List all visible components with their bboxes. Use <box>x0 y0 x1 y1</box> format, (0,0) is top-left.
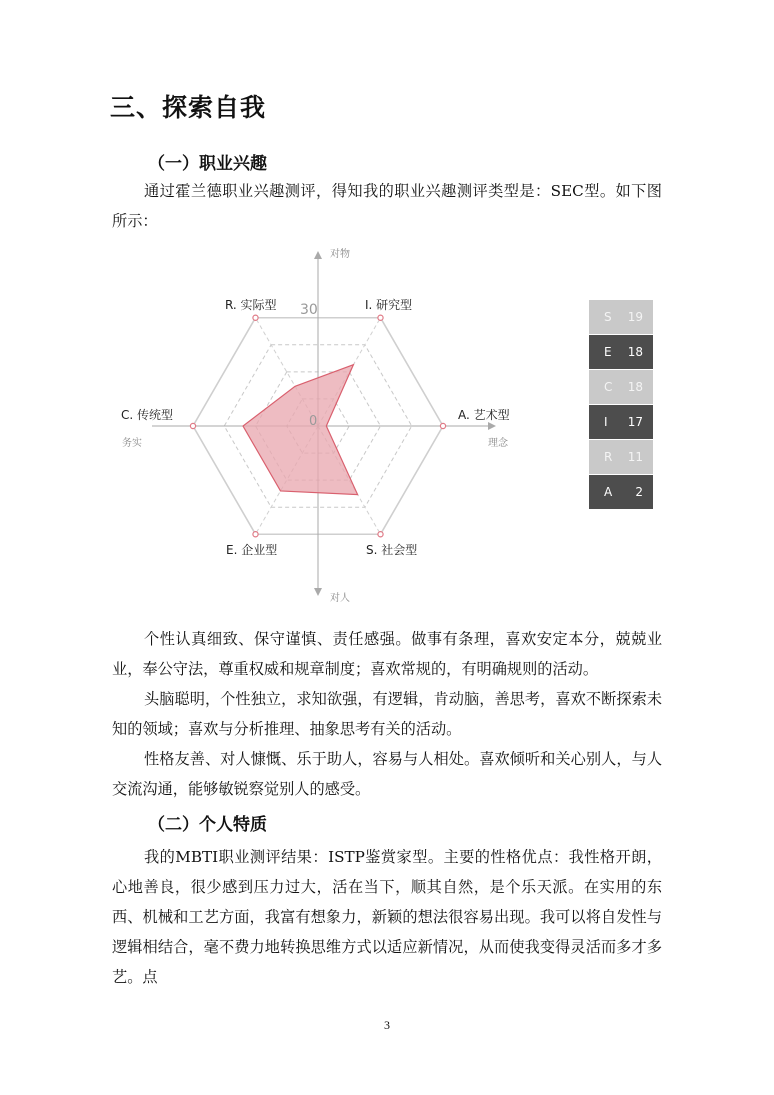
mbti-paragraph: 我的MBTI职业测评结果：ISTP鉴赏家型。主要的性格优点：我性格开朗，心地善良，很少感到压力过大，活在当下，顺其自然，是个乐天派。在实用的东西、机械和工艺方面，我富有想象力，新颖的想法很容易出现。我可以将自发性与逻辑相结合，毫不费力地转换思维方式以适应新情况，从而使我变得灵活而多才多艺。点 <box>112 848 662 986</box>
dim-label-i: I. 研究型 <box>365 298 413 312</box>
score-value: 19 <box>627 310 643 324</box>
dim-label-s: S. 社会型 <box>366 543 418 557</box>
page-number: 3 <box>384 1018 390 1032</box>
scale-max-label: 30 <box>300 302 318 318</box>
axis-right-label: 理念 <box>488 438 508 449</box>
score-row <box>589 475 653 510</box>
score-row <box>589 405 653 440</box>
dim-label-r: R. 实际型 <box>225 298 277 312</box>
dim-label-e: E. 企业型 <box>226 543 278 557</box>
score-value: 18 <box>627 345 643 359</box>
score-label: I <box>604 415 608 429</box>
score-value: 11 <box>627 450 643 464</box>
score-value: 2 <box>635 485 643 499</box>
radar-vertex-dot <box>378 532 383 537</box>
trait-paragraph-investigative: 头脑聪明，个性独立，求知欲强，有逻辑，肯动脑，善思考，喜欢不断探索未知的领域；喜欢与分析推理、抽象思考有关的活动。 <box>112 690 662 738</box>
score-label: C <box>604 380 613 394</box>
radar-vertex-dot <box>440 423 445 428</box>
dim-label-c: C. 传统型 <box>121 408 174 422</box>
radar-vertex-dot <box>190 423 195 428</box>
subsection-title-interest: （一）职业兴趣 <box>148 154 267 174</box>
axis-top-label: 对物 <box>330 249 350 260</box>
score-label: A <box>604 485 613 499</box>
dim-label-a: A. 艺术型 <box>458 408 510 422</box>
score-row <box>589 370 653 405</box>
score-value: 18 <box>627 380 643 394</box>
scale-min-label: 0 <box>309 414 318 429</box>
trait-paragraph-conventional: 个性认真细致、保守谨慎、责任感强。做事有条理，喜欢安定本分，兢兢业业，奉公守法，尊重权威和规章制度；喜欢常规的，有明确规则的活动。 <box>112 630 662 678</box>
intro-paragraph: 通过霍兰德职业兴趣测评，得知我的职业兴趣测评类型是：SEC型。如下图所示： <box>112 182 662 230</box>
score-row <box>589 440 653 475</box>
subsection-title-traits: （二）个人特质 <box>148 815 267 835</box>
score-label: E <box>604 345 612 359</box>
section-title: 三、探索自我 <box>110 93 267 122</box>
score-row <box>589 300 653 335</box>
score-value: 17 <box>627 415 643 429</box>
radar-data-area <box>243 365 358 495</box>
score-label: R <box>604 450 613 464</box>
trait-paragraph-social: 性格友善、对人慷慨、乐于助人，容易与人相处。喜欢倾听和关心别人，与人交流沟通，能够敏锐察觉别人的感受。 <box>112 750 662 798</box>
axis-bottom-label: 对人 <box>330 593 350 604</box>
radar-vertex-dot <box>253 532 258 537</box>
radar-vertex-dot <box>378 315 383 320</box>
axis-left-label: 务实 <box>122 438 142 449</box>
radar-vertex-dot <box>253 315 258 320</box>
score-label: S <box>604 310 612 324</box>
score-row <box>589 335 653 370</box>
